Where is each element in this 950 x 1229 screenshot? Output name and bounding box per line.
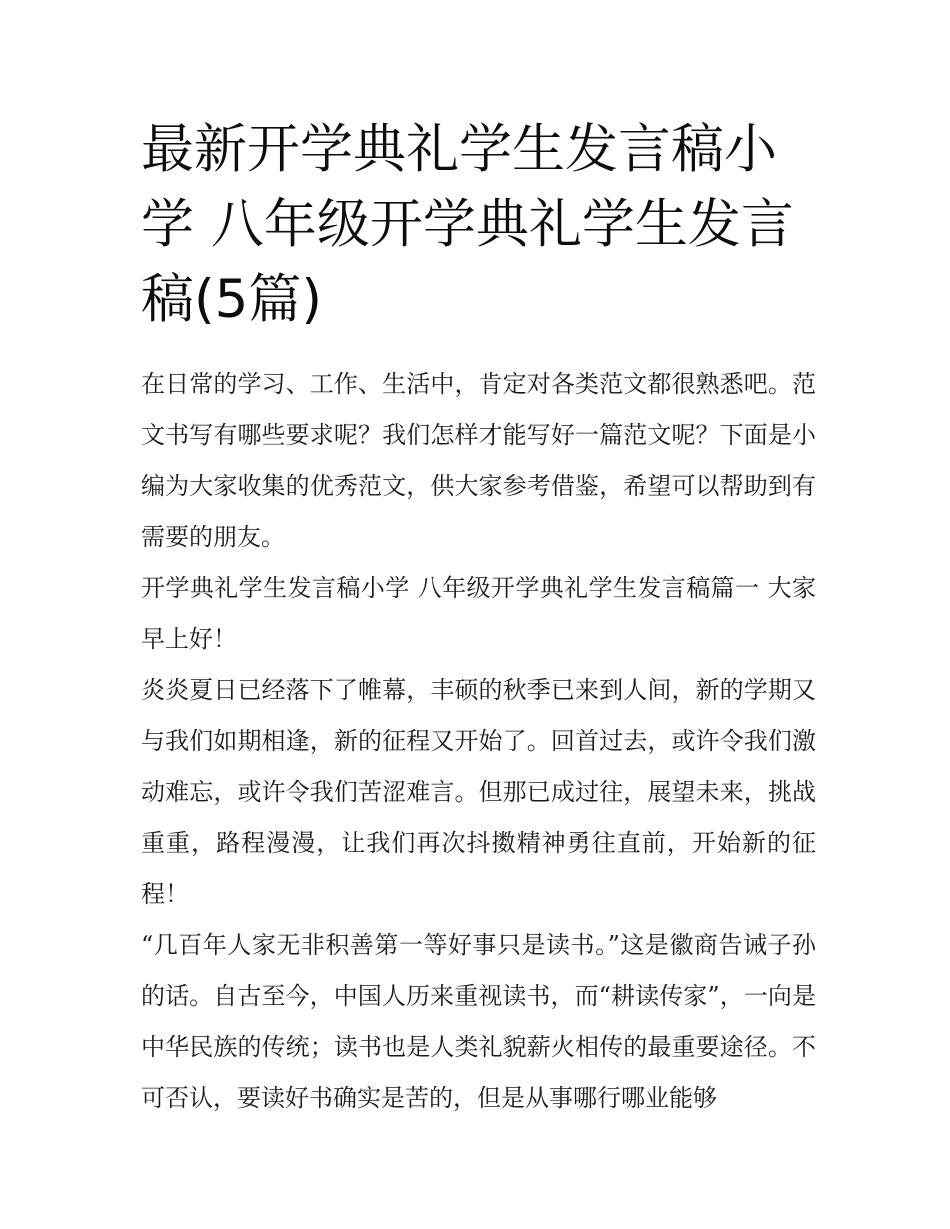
paragraph-intro: 在日常的学习、工作、生活中，肯定对各类范文都很熟悉吧。范文书写有哪些要求呢？我们怎样才能写好一篇范文呢？下面是小编为大家收集的优秀范文，供大家参考借鉴，希望可以帮助到有需要的朋友。 bbox=[141, 370, 816, 551]
document-body bbox=[141, 359, 816, 1124]
paragraph-summer: 炎炎夏日已经落下了帷幕，丰硕的秋季已来到人间，新的学期又与我们如期相逢，新的征程又开始了。回首过去，或许令我们激动难忘，或许令我们苦涩难言。但那已成过往，展望未来，挑战重重，路程漫漫，让我们再次抖擞精神勇往直前，开始新的征程！ bbox=[141, 676, 816, 908]
document-content bbox=[141, 112, 816, 1124]
paragraph-greeting: 开学典礼学生发言稿小学 八年级开学典礼学生发言稿篇一 大家早上好！ bbox=[141, 574, 816, 653]
document-title: 最新开学典礼学生发言稿小学 八年级开学典礼学生发言稿(5篇) bbox=[141, 119, 794, 330]
paragraph-reading: “几百年人家无非积善第一等好事只是读书。”这是徽商告诫子孙的话。自古至今，中国人历来重视读书，而“耕读传家”，一向是中华民族的传统；读书也是人类礼貌薪火相传的最重要途径。不可否认，要读好书确实是苦的，但是从事哪行哪业能够 bbox=[141, 931, 816, 1112]
